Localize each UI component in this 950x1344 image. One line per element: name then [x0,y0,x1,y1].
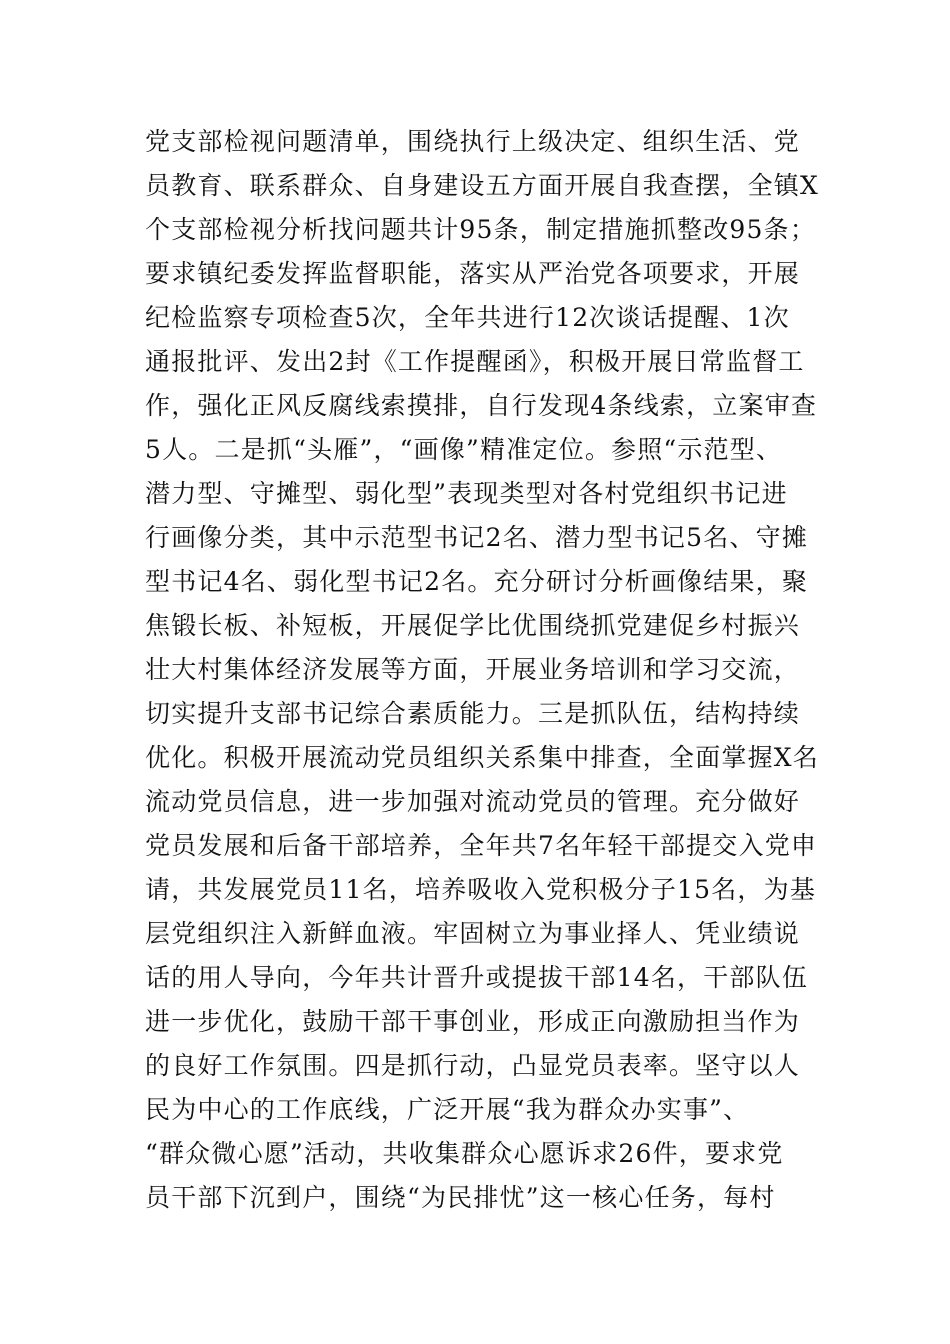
text-line: 层党组织注入新鲜血液。牢固树立为事业择人、凭业绩说 [145,919,801,948]
text-line: 行画像分类，其中示范型书记2名、潜力型书记5名、守摊 [145,523,809,552]
text-line: 进一步优化，鼓励干部干事创业，形成正向激励担当作为 [145,1007,801,1036]
text-line: 的良好工作氛围。四是抓行动，凸显党员表率。坚守以人 [145,1051,801,1080]
text-line: 纪检监察专项检查5次，全年共进行12次谈话提醒、1次 [145,303,790,332]
text-line: 个支部检视分析找问题共计95条，制定措施抓整改95条； [145,215,817,244]
text-line: 型书记4名、弱化型书记2名。充分研讨分析画像结果，聚 [145,567,809,596]
text-line: 要求镇纪委发挥监督职能，落实从严治党各项要求，开展 [145,259,801,288]
text-line: 5人。二是抓“头雁”，“画像”精准定位。参照“示范型、 [145,435,783,464]
text-line: 焦锻长板、补短板，开展促学比优围绕抓党建促乡村振兴 [145,611,801,640]
text-line: 潜力型、守摊型、弱化型”表现类型对各村党组织书记进 [145,479,788,508]
text-line: 话的用人导向，今年共计晋升或提拔干部14名，干部队伍 [145,963,809,992]
text-line: 员教育、联系群众、自身建设五方面开展自我查摆，全镇X [145,171,820,200]
text-line: “群众微心愿”活动，共收集群众心愿诉求26件，要求党 [145,1139,784,1168]
body-text [145,120,845,1220]
text-line: 请，共发展党员11名，培养吸收入党积极分子15名，为基 [145,875,817,904]
text-line: 作，强化正风反腐线索摸排，自行发现4条线索，立案审查 [145,391,818,420]
text-line: 党支部检视问题清单，围绕执行上级决定、组织生活、党 [145,127,801,156]
text-line: 党员发展和后备干部培养，全年共7名年轻干部提交入党申 [145,831,818,860]
text-line: 切实提升支部书记综合素质能力。三是抓队伍，结构持续 [145,699,801,728]
text-line: 员干部下沉到户，围绕“为民排忧”这一核心任务，每村 [145,1183,776,1212]
text-line: 壮大村集体经济发展等方面，开展业务培训和学习交流， [145,655,801,684]
text-line: 通报批评、发出2封《工作提醒函》，积极开展日常监督工 [145,347,805,376]
text-line: 流动党员信息，进一步加强对流动党员的管理。充分做好 [145,787,801,816]
text-line: 民为中心的工作底线，广泛开展“我为群众办实事”、 [145,1095,750,1124]
text-line: 优化。积极开展流动党员组织关系集中排查，全面掌握X名 [145,743,820,772]
